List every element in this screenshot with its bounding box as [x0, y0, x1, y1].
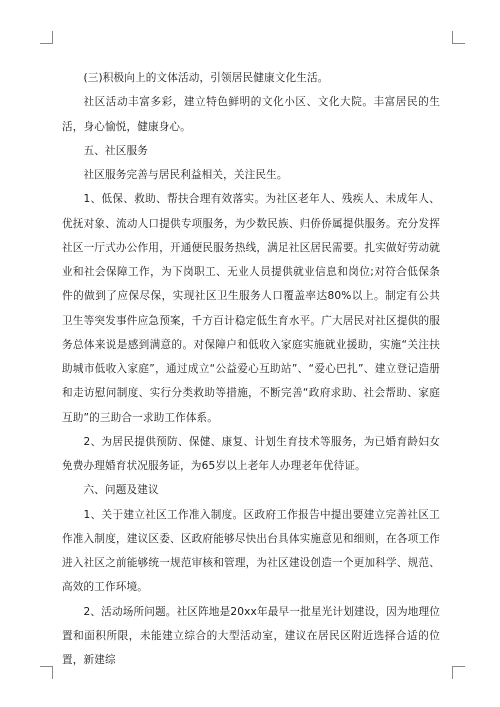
crop-mark-top-right	[452, 31, 465, 44]
document-page	[62, 66, 440, 672]
paragraph-community-activities: 社区活动丰富多彩，建立特色鲜明的文化小区、文化大院。丰富居民的生活，身心愉悦，健康身心。	[62, 96, 440, 133]
crop-mark-bottom-left	[40, 666, 53, 679]
crop-mark-bottom-right	[452, 666, 465, 679]
crop-mark-top-left	[40, 31, 53, 44]
paragraph-suggestion-1: 1、关于建立社区工作准入制度。区政府工作报告中提出要建立完善社区工作准入制度，建议区委、区政府能够尽快出台具体实施意见和细则，在各项工作进入社区之前能够统一规范审核和管理，为社区建设创造一个更加科学、规范、高效的工作环境。	[62, 508, 440, 594]
paragraph-service-intro: 社区服务完善与居民利益相关，关注民生。	[83, 169, 288, 181]
subheading-cultural-activities: (三)积极向上的文体活动，引领居民健康文化生活。	[83, 72, 329, 84]
paragraph-service-item-1: 1、低保、救助、帮扶合理有效落实。为社区老年人、残疾人、未成年人、优抚对象、流动人口提供专项服务，为少数民族、归侨侨属提供服务。充分发挥社区一厅式办公作用，开通便民服务热线，满足社区居民需要。扎实做好劳动就业和社会保障工作，为下岗职工、无业人员提供就业信息和岗位;对符合低保条件的做到了应保尽保，实现社区卫生服务人口覆盖率达80%以上。制定有公共卫生等突发事件应急预案，千方百计稳定低生育水平。广大居民对社区提供的服务总体来说是感到满意的。对保障户和低收入家庭实施就业援助，实施“关注扶助城市低收入家庭”，通过成立“公益爱心互助站”、“爱心巴扎”、建立登记造册和走访慰问制度、实行分类救助等措施，不断完善“政府求助、社会帮助、家庭互助”的三助合一求助工作体系。	[62, 193, 440, 424]
section-heading-problems-suggestions: 六、问题及建议	[83, 484, 159, 497]
paragraph-service-item-2: 2、为居民提供预防、保健、康复、计划生育技术等服务，为已婚育龄妇女免费办理婚育状况服务证，为65岁以上老年人办理老年优待证。	[62, 435, 440, 472]
section-heading-community-service: 五、社区服务	[83, 144, 148, 157]
paragraph-suggestion-2: 2、活动场所问题。社区阵地是20xx年最早一批星光计划建设，因为地理位置和面积所限，未能建立综合的大型活动室，建议在居民区附近选择合适的位置，新建综	[62, 605, 440, 666]
